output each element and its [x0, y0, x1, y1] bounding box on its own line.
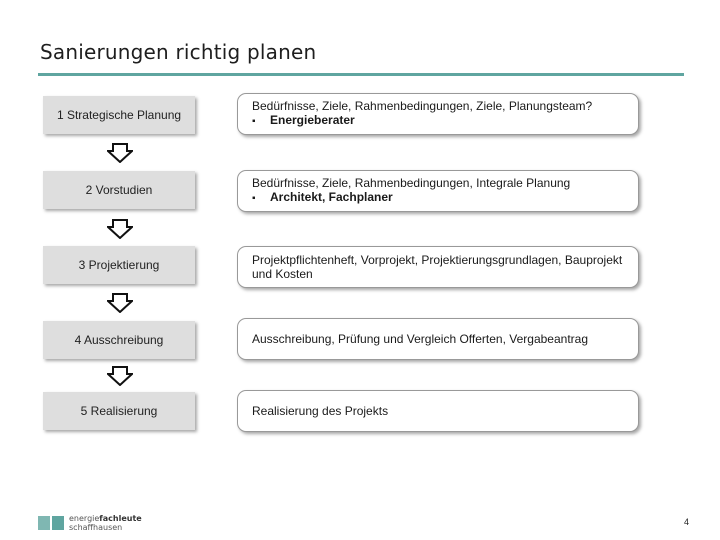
description-bullet — [252, 113, 628, 129]
down-arrow-icon — [107, 219, 133, 239]
step-box-5: 5 Realisierung — [43, 392, 195, 430]
description-text-line-1: Projektpflichtenheft, Vorprojekt, Projektierungsgrundlagen, Bauprojekt — [252, 253, 623, 267]
bullet-icon: ▪ — [252, 193, 256, 204]
bullet-icon: ▪ — [252, 116, 256, 127]
logo-word-energie: energie — [69, 514, 100, 523]
step-box-4: 4 Ausschreibung — [43, 321, 195, 359]
description-text: Bedürfnisse, Ziele, Rahmenbedingungen, Ziele, Planungsteam? — [252, 99, 593, 113]
description-bullet — [252, 190, 628, 206]
logo-mark-icon — [38, 516, 64, 530]
step-description-4 — [237, 318, 639, 360]
bullet-text: Architekt, Fachplaner — [270, 190, 393, 204]
step-description-5 — [237, 390, 639, 432]
step-box-3: 3 Projektierung — [43, 246, 195, 284]
logo-square-2 — [52, 516, 64, 530]
down-arrow-icon — [107, 366, 133, 386]
step-box-1: 1 Strategische Planung — [43, 96, 195, 134]
footer-logo — [38, 514, 142, 532]
title-divider — [38, 73, 684, 76]
description-text: Bedürfnisse, Ziele, Rahmenbedingungen, Integrale Planung — [252, 176, 571, 190]
description-text-line-2: und Kosten — [252, 267, 313, 281]
step-box-2: 2 Vorstudien — [43, 171, 195, 209]
description-text: Ausschreibung, Prüfung und Vergleich Offerten, Vergabeantrag — [252, 332, 589, 346]
logo-square-1 — [38, 516, 50, 530]
logo-line-2: schaffhausen — [69, 523, 123, 532]
step-description-1 — [237, 93, 639, 135]
logo-line-1 — [69, 514, 142, 523]
step-description-3 — [237, 246, 639, 288]
step-description-2 — [237, 170, 639, 212]
logo-word-fachleute: fachleute — [99, 514, 142, 523]
down-arrow-icon — [107, 143, 133, 163]
logo-text — [69, 514, 142, 532]
down-arrow-icon — [107, 293, 133, 313]
description-text: Realisierung des Projekts — [252, 404, 389, 418]
bullet-text: Energieberater — [270, 113, 355, 127]
page-number: 4 — [684, 517, 690, 527]
slide-title: Sanierungen richtig planen — [40, 40, 317, 64]
